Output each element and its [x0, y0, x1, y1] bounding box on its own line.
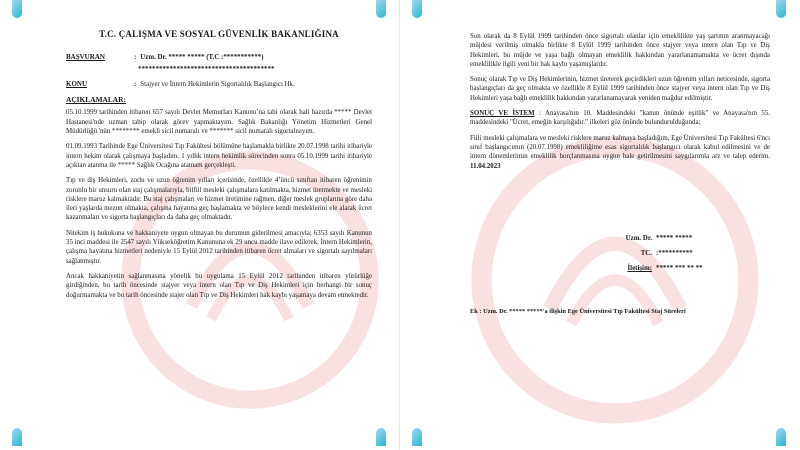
aciklamalar-heading: AÇIKLAMALAR: [66, 95, 126, 105]
letter-title: T.C. ÇALIŞMA VE SOSYAL GÜVENLİK BAKANLIĞINA [99, 29, 339, 39]
request-text: Fiili mesleki çalışmalara ve mesleki risklere maruz kalmaya başladığım, Ege Üniversitesi Tıp Fakültesi 6'ncı sınıf başlangıcımın (20.07.1998) emekliliğime esas sigortalılık başlangıcı olarak kabul edilmesini ve de intern dönemlerimin emeklilik borçlanmasına uygun hale getirilmesini saygılarımla arz ve talep ederim. [470, 134, 770, 161]
paragraph: Sonuç olarak Tıp ve Diş Hekimlerinin, hizmet üreterek geçirdikleri uzun öğrenim yılları neticesinde, sigorta başlangıçları da geç olmakta ve özellikle 8 Eylül 1999 tarihinden önce stajyer veya intern olan Tıp ve Diş Hekimleri yaşa bağlı emeklilik hakkından yararlanamayarak yeniden mağdur edilmiştir. [470, 76, 770, 102]
corner-tab-icon [776, 428, 786, 446]
sonuc-paragraph [470, 109, 770, 128]
sig-tc-label: TC. [640, 250, 652, 257]
konu-value: Stajyer ve İntern Hekimlerin Sigortalılık Başlangıcı Hk. [140, 80, 295, 88]
right-page [400, 0, 800, 450]
corner-tab-icon [376, 0, 386, 18]
paragraph: 01.09.1993 Tarihinde Ege Üniversitesi Tıp Fakültesi bölümüne başlamakla birlikte 20.07.1998 tarihi itibariyle intern hekim olarak çalışmaya başladım. 1 yıllık intern hekimlik sürecinden sonra 05.10.1999 tarihi itibariyle açıktan atanma ile ***** Sağlık Ocağına atamam gerçekleşti. [66, 143, 372, 169]
signature-block [590, 235, 760, 280]
corner-tab-icon [12, 0, 22, 18]
attachment-note: Ek : Uzm. Dr. ***** *****'a ilişkin Ege Üniversitesi Tıp Fakültesi Staj Süreleri [470, 308, 686, 315]
paragraph: Tıp ve diş Hekimleri, zorlu ve uzun öğrenim yılları içerisinde, özellikle 4’üncü sınıftan itibaren öğrenimin zorunlu bir unsuru olan staj çalışmalarıyla, bilfiil mesleki çalışmalara katılmakta, hizmet üretmekte ve mesleki risklere maruz kalmaktadır. Bu staj çalışmaları ve hizmet üretimine rağmen, diğer meslek gruplarına göre daha ileri yaşlarda mezun olmakta, çalışma hayatına geç başlamakta ve böylece kendi mesleklerini ele alarak ücret kazanmaları ve sigorta başlangıçları da daha geç olmaktadır. [66, 177, 372, 222]
basvuran-row [66, 53, 372, 62]
sig-tc-value: :********** [656, 250, 693, 257]
konu-row [66, 80, 372, 89]
union-logo-watermark [470, 135, 760, 425]
request-date: 11.04.2023 [470, 162, 501, 170]
sig-name-label: Uzm. Dr. [625, 235, 652, 242]
corner-tab-icon [776, 0, 786, 18]
sig-phone-row [590, 265, 760, 272]
paragraph: Son olarak da 8 Eylül 1999 tarihinden önce sigortalı olanlar için emeklilikte yaş şartının aranmayacağı müjdesi verilmiş olmakla birlikte 8 Eylül 1999 tarihinden önce stajyer veya intern olan Tıp ve Diş Hekimleri, bu müjde ve yaşa bağlı olmayan emeklilik hakkından yararlanamamakta ve ücret dışında emeklilikle ilgili yeni bir hak kaybı yaşamışlardır. [470, 33, 770, 68]
basvuran-label: BAŞVURAN [66, 53, 105, 62]
sig-phone-label: İletişim: [627, 265, 652, 272]
colon: : [134, 80, 137, 88]
sig-phone-value: ***** *** ** ** [656, 265, 703, 272]
sig-name-value: ***** ***** [656, 235, 693, 242]
paragraph: 05.10.1999 tarihinden itibaren 657 sayılı Devlet Memurları Kanunu’na tabi olarak hali hazırda ***** Devlet Hastanesi'nde uzman tabip olarak görev yapmaktayım. Sağlık Bakanlığı Yönetim Hizmetleri Genel Müdürlüğü 'nün ******** emekli sicil numaralı ve ******* sicil numaralı sigortalısıyım. [66, 109, 372, 136]
basvuran-value: Uzm. Dr. ***** ***** (T.C :***********) [140, 54, 264, 62]
corner-tab-icon [412, 428, 422, 446]
corner-tab-icon [376, 428, 386, 446]
paragraph: Nitekim iş hukukuna ve hakkaniyete uygun olmayan bu durumun giderilmesi amacıyla; 6353 sayılı Kanunun 35 inci maddesi ile 2547 sayılı Yükseköğretim Kanununa ek 29 uncu madde ilave edilerek, İntern Hekimlerin, çalışma hayatına hizmetleri nedeniyle 15 Eylül 2012 tarihinden itibaren ücret almaları ve sigortalı sayılmaları sağlanmıştır. [66, 229, 372, 265]
corner-tab-icon [12, 428, 22, 446]
sonuc-label: SONUÇ VE İSTEM [470, 110, 535, 118]
sig-tc-row [590, 250, 760, 257]
sonuc-text: : Anayasa'nın 10. Maddesindeki "kanun önünde eşitlik" ve Anayasa'nın 55. maddesindeki "Ücret, emeğin karşılığıdır." ilkeleri göz önünde bulundurulduğunda; [470, 110, 770, 127]
colon: : [134, 54, 137, 62]
corner-tab-icon [412, 0, 422, 18]
konu-label: KONU [66, 79, 87, 88]
request-paragraph [470, 134, 770, 171]
stars-line: *************************************** [138, 64, 275, 73]
paragraph: Ancak hakkaniyetin sağlanmasına yönelik bu uygulama 15 Eylül 2012 tarihinden itibaren yürürlüğe girdiğinden, bu tarih öncesinde stajyer veya intern olan Tıp ve Diş Hekimleri için herhangi bir sonuç doğurmamakta ve bu tarih öncesinde stajer olan Tıp ve Diş Hekimleri hak kaybı yaşamaya devam etmektedir. [66, 272, 372, 299]
sig-name-row [590, 235, 760, 242]
